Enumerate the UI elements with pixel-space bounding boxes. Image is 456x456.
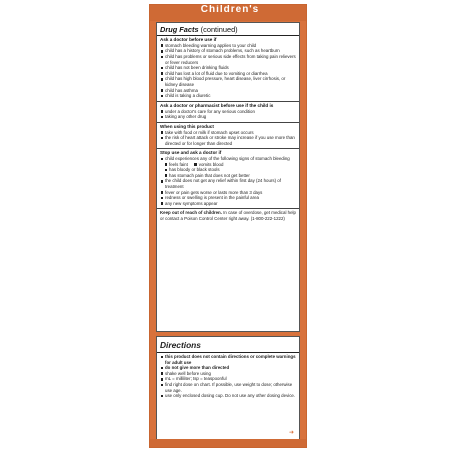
- keep-out-title: Keep out of reach of children.: [160, 210, 222, 216]
- list-item: under a doctor's care for any serious condition: [160, 109, 296, 115]
- section-ask-pharmacist: [157, 102, 299, 123]
- list-item: do not give more than directed: [160, 365, 296, 371]
- product-box: [150, 5, 306, 447]
- section-title: Ask a doctor before use if: [160, 37, 217, 42]
- drug-facts-title-suffix: (continued): [200, 25, 238, 34]
- brand-logo: Children's: [200, 5, 260, 14]
- list-item: vomits blood: [194, 162, 224, 168]
- drug-facts-heading: [157, 23, 299, 36]
- list-item: take with food or milk if stomach upset occurs: [160, 130, 296, 136]
- list-item: shake well before using: [160, 371, 296, 377]
- list-item: child has asthma: [160, 88, 296, 94]
- list-item: this product does not contain directions or complete warnings for adult use: [160, 354, 296, 365]
- section-keep-out: [157, 209, 299, 223]
- list-item: redness or swelling is present in the painful area: [160, 195, 296, 201]
- list-item: the child does not get any relief within first day (24 hours) of treatment: [160, 178, 296, 189]
- list-item: any new symptoms appear: [160, 201, 296, 207]
- list-item: stomach bleeding warning applies to your child: [160, 43, 296, 49]
- list-item: child has not been drinking fluids: [160, 65, 296, 71]
- section-stop-use: [157, 149, 299, 209]
- list-item: child is taking a diuretic: [160, 93, 296, 99]
- box-top-flap: [150, 5, 306, 21]
- section-ask-doctor: [157, 36, 299, 102]
- list-item: find right dose on chart. If possible, use weight to dose; otherwise use age.: [160, 382, 296, 393]
- list-item: fever or pain gets worse or lasts more than 3 days: [160, 190, 296, 196]
- directions-list: [157, 353, 299, 401]
- list-item: child has high blood pressure, heart disease, liver cirrhosis, or kidney disease: [160, 76, 296, 87]
- list-item: child has problems or serious side effects from taking pain relievers or fever reducers: [160, 54, 296, 65]
- list-item: child has lost a lot of fluid due to vomiting or diarrhea: [160, 71, 296, 77]
- list-item: has stomach pain that does not get better: [160, 173, 296, 179]
- list-item: child has a history of stomach problems, such as heartburn: [160, 48, 296, 54]
- drug-facts-panel: [156, 22, 300, 332]
- list-item: child experiences any of the following signs of stomach bleeding: [160, 156, 296, 162]
- list-item: use only enclosed dosing cup. Do not use any other dosing device.: [160, 393, 296, 399]
- directions-title: Directions: [157, 337, 299, 353]
- list-item: taking any other drug: [160, 114, 296, 120]
- box-bottom-flap: [150, 439, 306, 447]
- drug-facts-title: Drug Facts: [160, 25, 199, 34]
- keep-out-text: In case of overdose, get medical help or contact a Poison Control Center right away. (1-800-222-1222): [160, 210, 296, 222]
- section-when-using: [157, 123, 299, 150]
- keep-out-paragraph: [160, 210, 296, 221]
- list-item: mL = milliliter; tsp = teaspoonful: [160, 376, 296, 382]
- section-title: When using this product: [160, 123, 214, 129]
- list-item: feels faint: [164, 162, 188, 168]
- list-item: the risk of heart attack or stroke may increase if you use more than directed or for longer than directed: [160, 135, 296, 146]
- list-item: has bloody or black stools: [160, 167, 296, 173]
- section-title: Ask a doctor or pharmacist before use if the child is: [160, 102, 274, 108]
- section-title: Stop use and ask a doctor if: [160, 150, 222, 156]
- arrow-right-icon: ➜: [288, 429, 294, 436]
- directions-panel: [156, 336, 300, 440]
